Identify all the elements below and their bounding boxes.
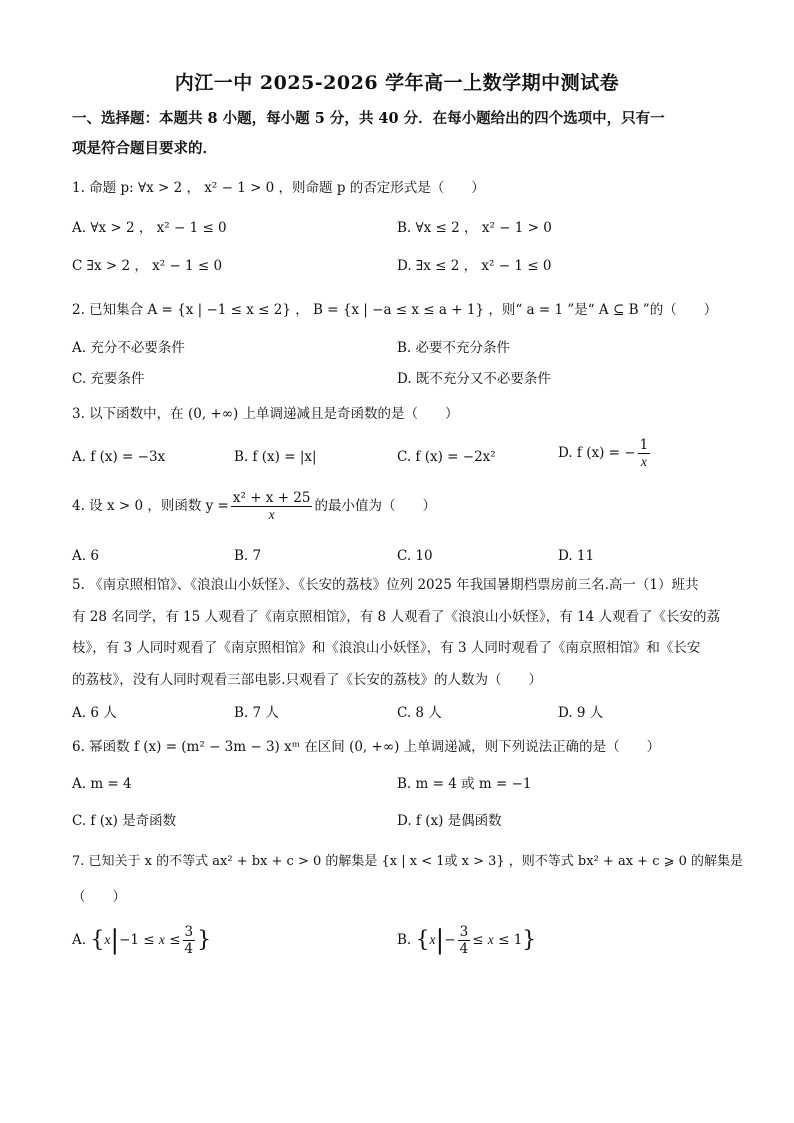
q4-option-b[interactable]: B. 7 — [234, 548, 262, 564]
section-heading-line1: 一、选择题：本题共 8 小题，每小题 5 分，共 40 分．在每小题给出的四个选项中，只有一 — [72, 110, 665, 127]
q5-option-a[interactable]: A. 6 人 — [72, 705, 117, 721]
q2-option-b[interactable]: B. 必要不充分条件 — [397, 340, 511, 356]
q5-stem-line2: 有 28 名同学，有 15 人观看了《南京照相馆》，有 8 人观看了《浪浪山小妖怪》，有 14 人观看了《长安的荔 — [72, 608, 720, 625]
q3-option-d[interactable] — [558, 437, 652, 470]
q6-option-c[interactable]: C. f (x) 是奇函数 — [72, 813, 177, 829]
q1-stem: 1. 命题 p: ∀x > 2 ， x² − 1 > 0 ，则命题 p 的否定形式是（ ） — [72, 180, 485, 196]
q3-option-d-fraction — [638, 437, 651, 470]
q3-stem: 3. 以下函数中，在 (0, +∞) 上单调递减且是奇函数的是（ ） — [72, 406, 459, 422]
q3-frac-den: x — [640, 454, 647, 469]
q4-stem-prefix: 4. 设 x > 0 ，则函数 y = — [72, 498, 229, 514]
q4-frac-den: x — [268, 507, 275, 522]
q7-a-frac-num: 3 — [184, 924, 194, 940]
q4-fraction — [231, 490, 313, 523]
q7-option-b[interactable]: B. {x|− $\frac{3}{4}$ ≤ x ≤ 1} — [397, 924, 537, 957]
q1-option-a[interactable]: A. ∀x > 2 ， x² − 1 ≤ 0 — [72, 220, 227, 236]
q4-option-d[interactable]: D. 11 — [558, 548, 595, 564]
q3-option-d-text: D. f (x) = − — [558, 445, 636, 461]
section-heading-line2: 项是符合题目要求的． — [72, 140, 217, 157]
q2-option-c[interactable]: C. 充要条件 — [72, 371, 145, 387]
q5-stem-line1: 5. 《南京照相馆》、《浪浪山小妖怪》、《长安的荔枝》位列 2025 年我国暑期档票房前三名.高一（1）班共 — [72, 577, 699, 593]
q4-option-c[interactable]: C. 10 — [397, 548, 433, 564]
q4-stem-suffix: 的最小值为（ ） — [314, 498, 436, 514]
q7-option-a[interactable]: A. {x|−1 ≤ x ≤ $\frac{3}{4}$ } — [72, 924, 212, 957]
q1-option-b[interactable]: B. ∀x ≤ 2 ， x² − 1 > 0 — [397, 220, 552, 236]
q3-option-b[interactable]: B. f (x) = |x| — [234, 449, 317, 465]
q7-a-fraction — [183, 924, 196, 957]
q5-stem — [72, 570, 724, 696]
q6-option-b[interactable]: B. m = 4 或 m = −1 — [397, 776, 532, 792]
q7-b-frac-num: 3 — [459, 924, 469, 940]
q7-option-a-label: A. — [72, 932, 87, 948]
q4-frac-num: x² + x + 25 — [232, 490, 311, 506]
page-title: 内江一中 2025-2026 学年高一上数学期中测试卷 — [174, 72, 620, 94]
q1-option-d[interactable]: D. ∃x ≤ 2 ， x² − 1 ≤ 0 — [397, 258, 552, 274]
q5-option-c[interactable]: C. 8 人 — [397, 705, 442, 721]
q4-stem — [72, 490, 436, 523]
q7-a-frac-den: 4 — [184, 941, 194, 957]
q7-stem-line2: （ ） — [72, 889, 126, 905]
q6-option-a[interactable]: A. m = 4 — [72, 776, 132, 792]
q3-option-a[interactable]: A. f (x) = −3x — [72, 449, 166, 465]
q6-option-d[interactable]: D. f (x) 是偶函数 — [397, 813, 502, 829]
q5-stem-line4: 的荔枝》，没有人同时观看三部电影.只观看了《长安的荔枝》的人数为（ ） — [72, 671, 543, 688]
q5-stem-line3: 枝》，有 3 人同时观看了《南京照相馆》和《浪浪山小妖怪》，有 3 人同时观看了《南京照相馆》和《长安 — [72, 640, 701, 656]
q5-option-b[interactable]: B. 7 人 — [234, 705, 279, 721]
q2-option-d[interactable]: D. 既不充分又不必要条件 — [397, 371, 551, 387]
q3-option-c[interactable]: C. f (x) = −2x² — [397, 449, 496, 465]
q7-option-b-label: B. — [397, 932, 412, 948]
q3-frac-num: 1 — [639, 437, 649, 453]
q2-stem: 2. 已知集合 A = {x | −1 ≤ x ≤ 2} ， B = {x | −a ≤ x ≤ a + 1} ，则“ a = 1 ”是“ A ⊆ B ”的（ ） — [72, 302, 718, 318]
q6-stem: 6. 幂函数 f (x) = (m² − 3m − 3) xᵐ 在区间 (0, +∞) 上单调递减，则下列说法正确的是（ ） — [72, 739, 661, 755]
q4-option-a[interactable]: A. 6 — [72, 548, 99, 564]
q7-stem-line1: 7. 已知关于 x 的不等式 ax² + bx + c > 0 的解集是 {x | x < 1或 x > 3} ，则不等式 bx² + ax + c ⩾ 0 的解集是 — [72, 854, 744, 869]
q1-option-c[interactable]: C ∃x > 2 ， x² − 1 ≤ 0 — [72, 258, 223, 274]
q7-b-fraction — [458, 924, 471, 957]
q7-b-frac-den: 4 — [459, 941, 469, 957]
q2-option-a[interactable]: A. 充分不必要条件 — [72, 340, 185, 356]
q5-option-d[interactable]: D. 9 人 — [558, 705, 604, 721]
